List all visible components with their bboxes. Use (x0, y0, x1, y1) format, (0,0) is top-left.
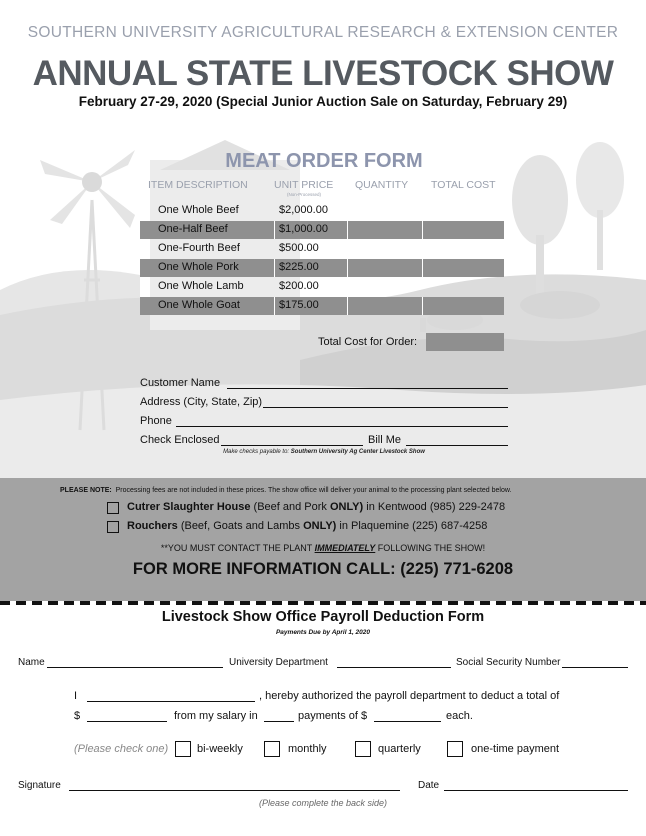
authorize-text: , hereby authorized the payroll department to deduct a total of (259, 690, 560, 702)
payable-prefix: Make checks payable to: (223, 449, 290, 455)
phone-field[interactable] (176, 426, 508, 427)
biweekly-checkbox[interactable] (175, 741, 191, 757)
total-cost-label: Total Cost for Order: (318, 336, 418, 348)
show-dates: February 27-29, 2020 (Special Junior Auction Sale on Saturday, February 29) (78, 94, 568, 109)
from-salary-text: from my salary in (174, 710, 258, 722)
order-row-half-beef (140, 221, 504, 239)
immediately-emphasis: IMMEDIATELY (314, 543, 376, 553)
check-enclosed-label: Check Enclosed (140, 434, 220, 446)
customer-name-field[interactable] (227, 388, 508, 389)
phone-label: Phone (140, 415, 172, 427)
ssn-field[interactable] (562, 667, 628, 668)
organization-name: SOUTHERN UNIVERSITY AGRICULTURAL RESEARCH & EXTENSION CENTER (27, 24, 619, 41)
column-header-unit-price: UNIT PRICE (274, 179, 334, 191)
item-price: $1,000.00 (279, 223, 328, 235)
each-text: each. (446, 710, 473, 722)
order-row-whole-lamb (140, 278, 504, 296)
plant1-scope: (Beef and Pork (253, 501, 327, 513)
date-label: Date (418, 780, 440, 791)
back-side-note: (Please complete the back side) (258, 798, 388, 808)
biweekly-label: bi-weekly (197, 743, 243, 755)
authorizer-name-field[interactable] (87, 701, 255, 702)
payroll-name-label: Name (18, 657, 45, 668)
plant2-name: Rouchers (127, 520, 178, 532)
item-name: One-Half Beef (158, 223, 228, 235)
payment-amount-field[interactable] (374, 721, 441, 722)
plant-option-cutrer (127, 501, 505, 513)
total-deduction-field[interactable] (87, 721, 167, 722)
address-label: Address (City, State, Zip) (140, 396, 263, 408)
item-name: One Whole Pork (158, 261, 239, 273)
payroll-due-date: Payments Due by April 1, 2020 (275, 629, 371, 636)
order-row-whole-pork (140, 259, 504, 277)
check-enclosed-field[interactable] (221, 445, 363, 446)
plant2-only: ONLY) (303, 520, 337, 532)
date-field[interactable] (444, 790, 628, 791)
column-header-quantity: QUANTITY (355, 179, 409, 191)
notice-band (0, 478, 646, 602)
item-price: $2,000.00 (279, 204, 328, 216)
payroll-form-title: Livestock Show Office Payroll Deduction Form (161, 609, 485, 625)
item-name: One-Fourth Beef (158, 242, 240, 254)
payable-to: Southern University Ag Center Livestock Show (290, 449, 425, 455)
item-price: $175.00 (279, 299, 319, 311)
price-note: (Non-Processed) (287, 192, 322, 197)
payable-note (140, 449, 508, 455)
order-row-whole-goat (140, 297, 504, 315)
one-time-payment-label: one-time payment (471, 743, 560, 755)
processing-note (60, 487, 511, 494)
monthly-label: monthly (288, 743, 327, 755)
quarterly-checkbox[interactable] (355, 741, 371, 757)
i-label: I (74, 690, 78, 702)
plant2-location: in Plaquemine (225) 687-4258 (339, 520, 488, 532)
cutrer-checkbox[interactable] (107, 502, 119, 514)
cut-line-divider (0, 601, 646, 605)
plant1-location: in Kentwood (985) 229-2478 (366, 501, 506, 513)
plant1-only: ONLY) (329, 501, 364, 513)
payments-of-text: payments of $ (298, 710, 368, 722)
customer-name-label: Customer Name (140, 377, 221, 389)
item-name: One Whole Beef (158, 204, 239, 216)
order-row-fourth-beef (140, 240, 504, 258)
signature-field[interactable] (69, 790, 400, 791)
payroll-name-field[interactable] (47, 667, 223, 668)
contact-plant-warning: **YOU MUST CONTACT THE PLANT IMMEDIATELY FOLLOWING THE SHOW! (160, 543, 486, 553)
item-price: $200.00 (279, 280, 319, 292)
bill-me-label: Bill Me (368, 434, 402, 446)
bill-me-field[interactable] (406, 445, 508, 446)
column-header-item-description: ITEM DESCRIPTION (148, 179, 248, 191)
university-department-field[interactable] (337, 667, 451, 668)
plant2-scope: (Beef, Goats and Lambs (180, 520, 301, 532)
item-price: $225.00 (279, 261, 319, 273)
meat-order-form-title: MEAT ORDER FORM (225, 150, 423, 172)
university-department-label: University Department (229, 657, 328, 668)
item-name: One Whole Goat (158, 299, 240, 311)
info-phone: FOR MORE INFORMATION CALL: (225) 771-6208 (132, 560, 514, 578)
payment-count-field[interactable] (264, 721, 294, 722)
show-title: ANNUAL STATE LIVESTOCK SHOW (32, 54, 614, 93)
address-field[interactable] (263, 407, 508, 408)
one-time-payment-checkbox[interactable] (447, 741, 463, 757)
total-cost-field[interactable] (426, 333, 504, 351)
quarterly-label: quarterly (378, 743, 421, 755)
monthly-checkbox[interactable] (264, 741, 280, 757)
order-row-whole-beef (140, 202, 504, 220)
ssn-label: Social Security Number (456, 657, 561, 668)
plant1-name: Cutrer Slaughter House (127, 501, 251, 513)
item-price: $500.00 (279, 242, 319, 254)
item-name: One Whole Lamb (158, 280, 244, 292)
plant-option-rouchers (127, 520, 487, 532)
check-one-hint: (Please check one) (74, 743, 169, 755)
rouchers-checkbox[interactable] (107, 521, 119, 533)
column-header-total-cost: TOTAL COST (431, 179, 496, 191)
dollar-sign: $ (74, 710, 81, 722)
note-text: Processing fees are not included in these prices. The show office will deliver your animal to the processing plant selected below. (115, 487, 512, 494)
signature-label: Signature (18, 780, 61, 791)
note-label: PLEASE NOTE: (60, 487, 112, 494)
